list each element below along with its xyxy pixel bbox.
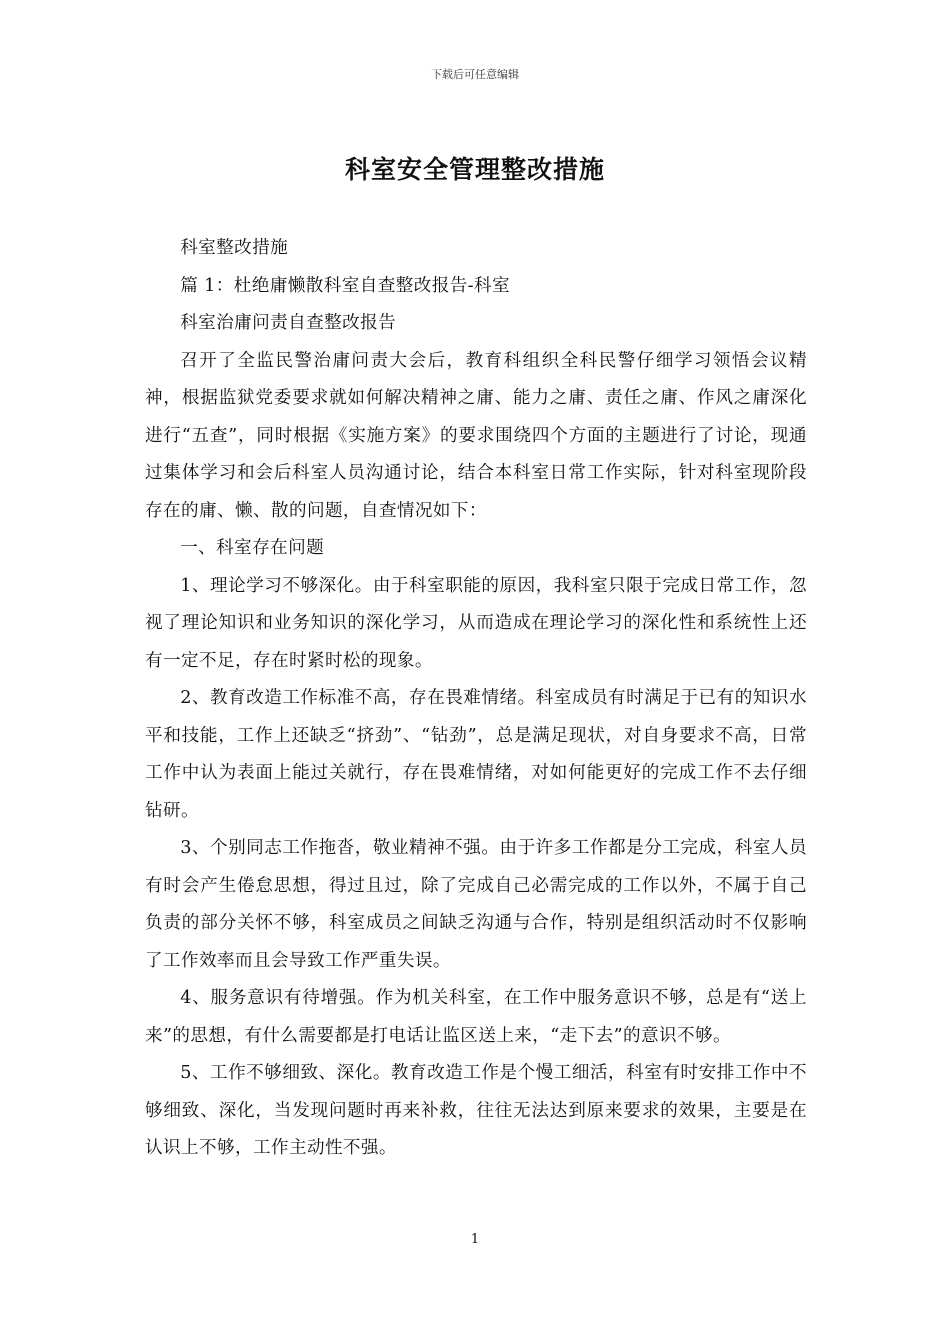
intro-paragraph: 召开了全监民警治庸问责大会后，教育科组织全科民警仔细学习领悟会议精神，根据监狱党委要求就如何解决精神之庸、能力之庸、责任之庸、作风之庸深化进行“五查”，同时根据《实施方案》的要求围绕四个方面的主题进行了讨论，现通过集体学习和会后科室人员沟通讨论，结合本科室日常工作实际，针对科室现阶段存在的庸、懒、散的问题，自查情况如下： bbox=[145, 350, 807, 521]
problem-paragraph-1: 1、理论学习不够深化。由于科室职能的原因，我科室只限于完成日常工作，忽视了理论知识和业务知识的深化学习，从而造成在理论学习的深化性和系统性上还有一定不足，存在时紧时松的现象。 bbox=[145, 575, 807, 671]
problem-paragraph-2: 2、教育改造工作标准不高，存在畏难情绪。科室成员有时满足于已有的知识水平和技能，工作上还缺乏“挤劲”、“钻劲”，总是满足现状，对自身要求不高，日常工作中认为表面上能过关就行，存在畏难情绪，对如何能更好的完成工作不去仔细钻研。 bbox=[145, 688, 807, 821]
report-heading: 科室治庸问责自查整改报告 bbox=[180, 313, 397, 333]
header-note: 下载后可任意编辑 bbox=[431, 68, 519, 81]
problem-paragraph-4: 4、服务意识有待增强。作为机关科室，在工作中服务意识不够，总是有“送上来”的思想，有什么需要都是打电话让监区送上来，“走下去”的意识不够。 bbox=[145, 988, 807, 1046]
problem-paragraph-3: 3、个别同志工作拖沓，敬业精神不强。由于许多工作都是分工完成，科室人员有时会产生倦怠思想，得过且过，除了完成自己必需完成的工作以外，不属于自己负责的部分关怀不够，科室成员之间缺乏沟通与合作，特别是组织活动时不仅影响了工作效率而且会导致工作严重失误。 bbox=[145, 838, 807, 971]
article-heading: 篇 1：杜绝庸懒散科室自查整改报告-科室 bbox=[180, 275, 511, 296]
document-title: 科室安全管理整改措施 bbox=[344, 155, 605, 184]
section-heading: 科室整改措施 bbox=[180, 238, 289, 258]
problem-paragraph-5: 5、工作不够细致、深化。教育改造工作是个慢工细活，科室有时安排工作中不够细致、深化，当发现问题时再来补救，往往无法达到原来要求的效果，主要是在认识上不够，工作主动性不强。 bbox=[145, 1063, 807, 1158]
document-body bbox=[145, 230, 807, 1168]
page-number: 1 bbox=[470, 1232, 480, 1247]
problems-heading: 一、科室存在问题 bbox=[180, 538, 325, 558]
